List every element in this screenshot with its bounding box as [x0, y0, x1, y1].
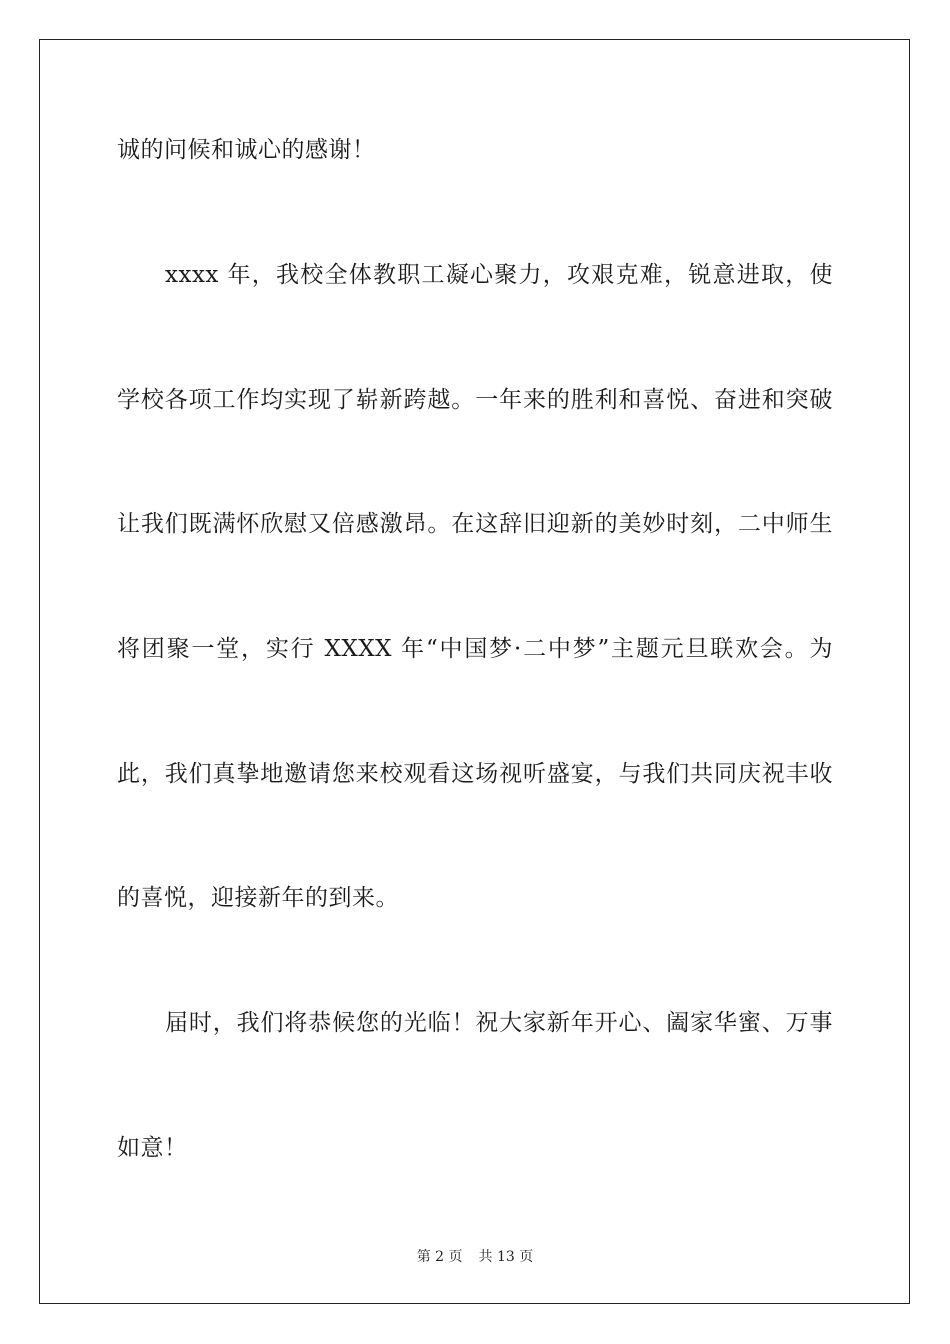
page-footer	[0, 1247, 950, 1267]
text-line-7: 的喜悦，迎接新年的到来。	[117, 885, 399, 911]
text-line-9: 如意！	[117, 1135, 188, 1161]
text-line-6: 此，我们真挚地邀请您来校观看这场视听盛宴，与我们共同庆祝丰收	[117, 761, 833, 787]
page-border	[39, 39, 910, 1304]
text-line-1: 诚的问候和诚心的感谢！	[117, 137, 376, 163]
text-line-5: 将团聚一堂，实行 XXXX 年“中国梦·二中梦”主题元旦联欢会。为	[117, 636, 833, 662]
page-total: 共 13 页	[478, 1249, 534, 1265]
text-line-3: 学校各项工作均实现了崭新跨越。一年来的胜利和喜悦、奋进和突破	[117, 387, 833, 413]
text-line-8: 届时，我们将恭候您的光临！祝大家新年开心、阖家华蜜、万事	[165, 1010, 833, 1036]
text-line-4: 让我们既满怀欣慰又倍感激昂。在这辞旧迎新的美妙时刻，二中师生	[117, 511, 833, 537]
text-line-2: xxxx 年，我校全体教职工凝心聚力，攻艰克难，锐意进取，使	[165, 262, 833, 288]
page-number: 第 2 页	[416, 1249, 463, 1265]
